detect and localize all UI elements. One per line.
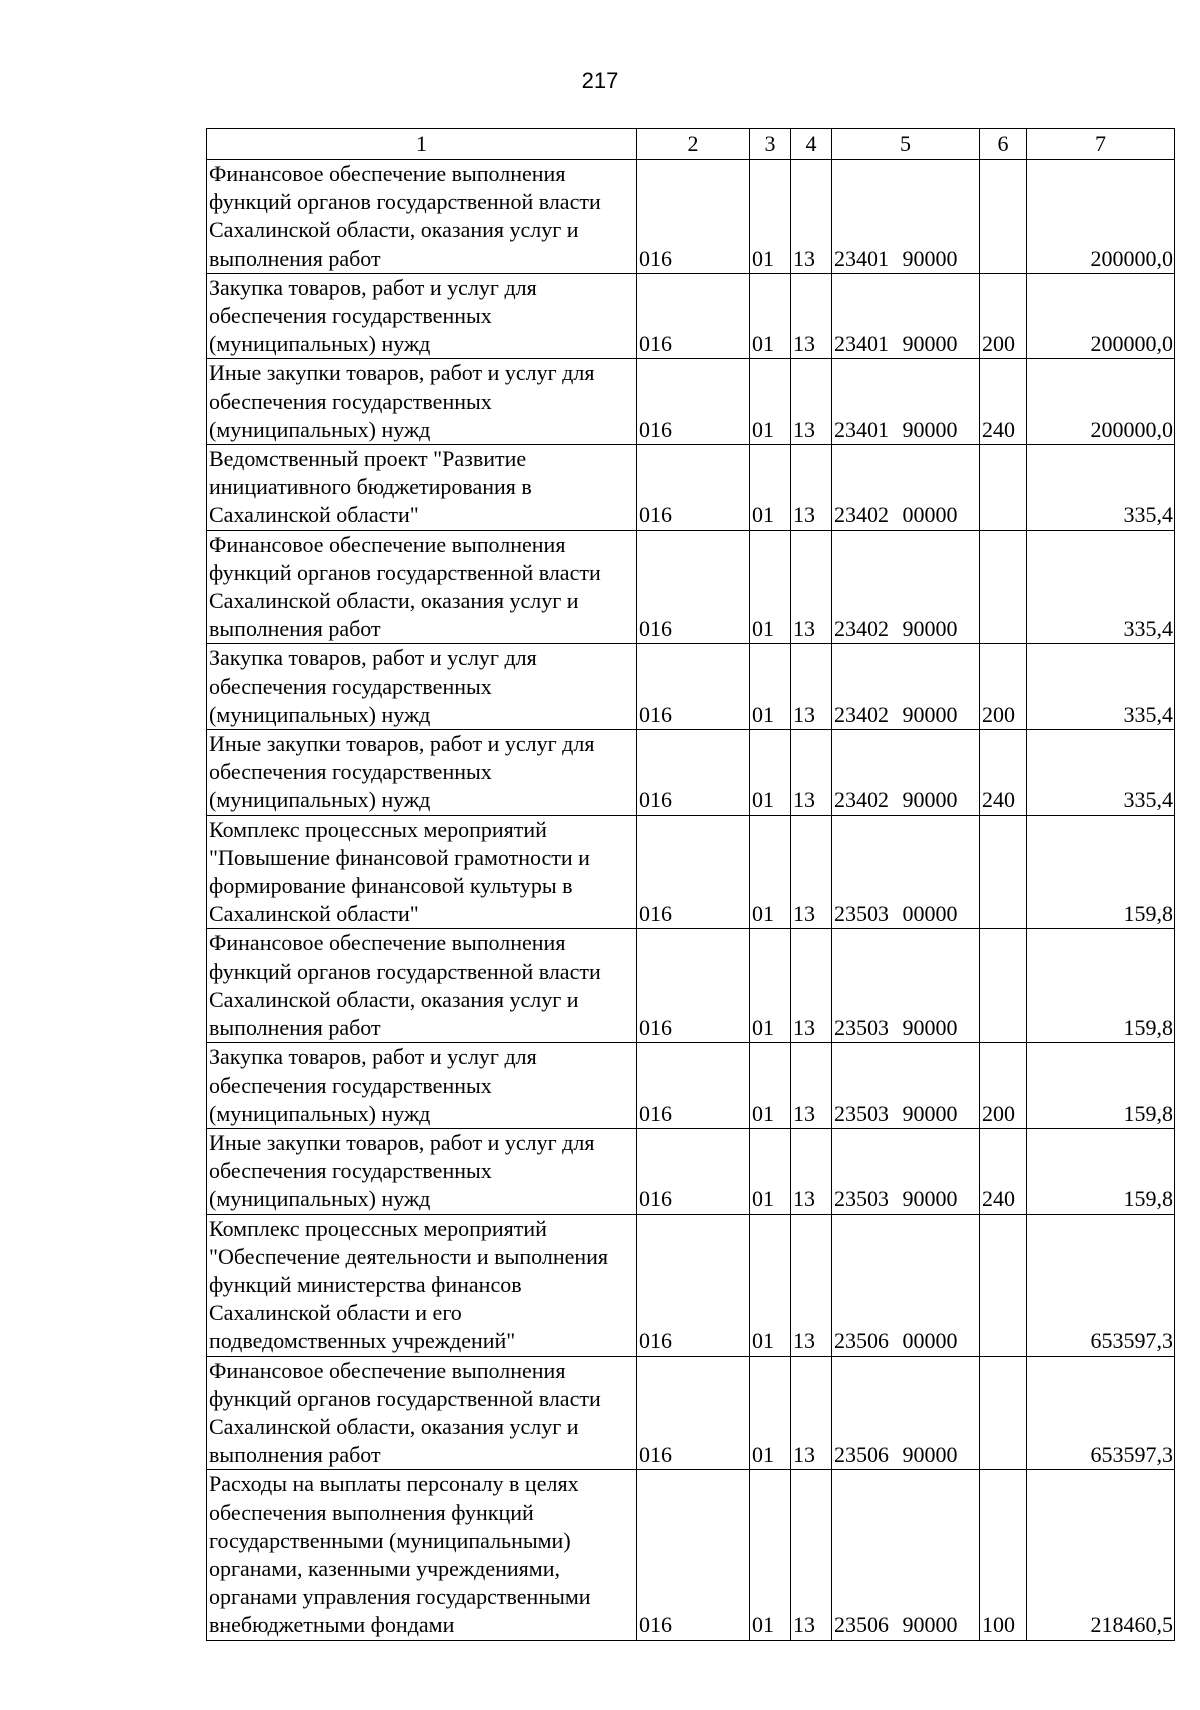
subsection-code-cell: 13 xyxy=(791,644,832,730)
section-code-cell: 01 xyxy=(750,1128,791,1214)
table-row xyxy=(207,929,1175,1043)
row-name-cell: Финансовое обеспечение выполнения функций органов государственной власти Сахалинской области, оказания услуг и выполнения работ xyxy=(207,929,637,1043)
header-col-5: 5 xyxy=(832,129,980,160)
ved-code-cell: 016 xyxy=(637,644,750,730)
amount-cell: 159,8 xyxy=(1027,929,1175,1043)
row-name-cell: Финансовое обеспечение выполнения функций органов государственной власти Сахалинской области, оказания услуг и выполнения работ xyxy=(207,160,637,274)
expense-type-cell xyxy=(980,1356,1027,1470)
section-code-cell: 01 xyxy=(750,273,791,359)
expense-type-cell: 240 xyxy=(980,1128,1027,1214)
expense-type-cell: 200 xyxy=(980,1043,1027,1129)
expense-type-cell xyxy=(980,815,1027,929)
subsection-code-cell: 13 xyxy=(791,1214,832,1356)
row-name-cell: Расходы на выплаты персоналу в целях обеспечения выполнения функций государственными (муниципальными) органами, казенными учреждениями, органами управления государственными внебюджетными фондами xyxy=(207,1470,637,1640)
amount-cell: 200000,0 xyxy=(1027,273,1175,359)
ved-code-cell: 016 xyxy=(637,1043,750,1129)
amount-cell: 159,8 xyxy=(1027,815,1175,929)
row-name-cell: Комплекс процессных мероприятий "Повышение финансовой грамотности и формирование финансовой культуры в Сахалинской области" xyxy=(207,815,637,929)
target-article-cell: 23402 90000 xyxy=(832,530,980,644)
target-article-cell: 23503 90000 xyxy=(832,1043,980,1129)
section-code-cell: 01 xyxy=(750,1356,791,1470)
expense-type-cell: 100 xyxy=(980,1470,1027,1640)
header-col-4: 4 xyxy=(791,129,832,160)
target-article-cell: 23401 90000 xyxy=(832,273,980,359)
target-article-cell: 23503 90000 xyxy=(832,1128,980,1214)
row-name-cell: Закупка товаров, работ и услуг для обеспечения государственных (муниципальных) нужд xyxy=(207,273,637,359)
section-code-cell: 01 xyxy=(750,644,791,730)
amount-cell: 200000,0 xyxy=(1027,160,1175,274)
table-row xyxy=(207,1356,1175,1470)
section-code-cell: 01 xyxy=(750,1043,791,1129)
target-article-cell: 23402 90000 xyxy=(832,644,980,730)
expense-type-cell: 200 xyxy=(980,644,1027,730)
header-col-2: 2 xyxy=(637,129,750,160)
subsection-code-cell: 13 xyxy=(791,273,832,359)
table-row xyxy=(207,530,1175,644)
target-article-cell: 23506 90000 xyxy=(832,1470,980,1640)
ved-code-cell: 016 xyxy=(637,1470,750,1640)
target-article-cell: 23402 00000 xyxy=(832,445,980,531)
ved-code-cell: 016 xyxy=(637,160,750,274)
expense-type-cell xyxy=(980,160,1027,274)
target-article-cell: 23506 90000 xyxy=(832,1356,980,1470)
expense-type-cell xyxy=(980,929,1027,1043)
target-article-cell: 23401 90000 xyxy=(832,160,980,274)
subsection-code-cell: 13 xyxy=(791,1043,832,1129)
amount-cell: 218460,5 xyxy=(1027,1470,1175,1640)
row-name-cell: Финансовое обеспечение выполнения функций органов государственной власти Сахалинской области, оказания услуг и выполнения работ xyxy=(207,1356,637,1470)
section-code-cell: 01 xyxy=(750,730,791,816)
table-row xyxy=(207,1128,1175,1214)
header-col-6: 6 xyxy=(980,129,1027,160)
table-row xyxy=(207,445,1175,531)
amount-cell: 335,4 xyxy=(1027,445,1175,531)
table-row xyxy=(207,815,1175,929)
subsection-code-cell: 13 xyxy=(791,1356,832,1470)
table-row xyxy=(207,273,1175,359)
expense-type-cell xyxy=(980,530,1027,644)
amount-cell: 653597,3 xyxy=(1027,1214,1175,1356)
section-code-cell: 01 xyxy=(750,160,791,274)
table-row xyxy=(207,160,1175,274)
subsection-code-cell: 13 xyxy=(791,929,832,1043)
table-row xyxy=(207,359,1175,445)
subsection-code-cell: 13 xyxy=(791,160,832,274)
row-name-cell: Ведомственный проект "Развитие инициативного бюджетирования в Сахалинской области" xyxy=(207,445,637,531)
expense-type-cell: 240 xyxy=(980,359,1027,445)
amount-cell: 159,8 xyxy=(1027,1043,1175,1129)
section-code-cell: 01 xyxy=(750,359,791,445)
table-row xyxy=(207,1043,1175,1129)
row-name-cell: Комплекс процессных мероприятий "Обеспечение деятельности и выполнения функций министерства финансов Сахалинской области и его подведомственных учреждений" xyxy=(207,1214,637,1356)
target-article-cell: 23506 00000 xyxy=(832,1214,980,1356)
amount-cell: 200000,0 xyxy=(1027,359,1175,445)
ved-code-cell: 016 xyxy=(637,273,750,359)
row-name-cell: Закупка товаров, работ и услуг для обеспечения государственных (муниципальных) нужд xyxy=(207,644,637,730)
target-article-cell: 23503 00000 xyxy=(832,815,980,929)
table-body xyxy=(207,160,1175,1641)
table-row xyxy=(207,1214,1175,1356)
section-code-cell: 01 xyxy=(750,1214,791,1356)
amount-cell: 653597,3 xyxy=(1027,1356,1175,1470)
ved-code-cell: 016 xyxy=(637,815,750,929)
header-col-7: 7 xyxy=(1027,129,1175,160)
amount-cell: 159,8 xyxy=(1027,1128,1175,1214)
target-article-cell: 23402 90000 xyxy=(832,730,980,816)
table-row xyxy=(207,1470,1175,1640)
expense-type-cell xyxy=(980,1214,1027,1356)
ved-code-cell: 016 xyxy=(637,1128,750,1214)
ved-code-cell: 016 xyxy=(637,929,750,1043)
amount-cell: 335,4 xyxy=(1027,530,1175,644)
header-row xyxy=(207,129,1175,160)
budget-table xyxy=(206,128,1175,1641)
ved-code-cell: 016 xyxy=(637,359,750,445)
subsection-code-cell: 13 xyxy=(791,815,832,929)
subsection-code-cell: 13 xyxy=(791,359,832,445)
ved-code-cell: 016 xyxy=(637,730,750,816)
page-number: 217 xyxy=(581,68,619,93)
subsection-code-cell: 13 xyxy=(791,730,832,816)
ved-code-cell: 016 xyxy=(637,530,750,644)
row-name-cell: Финансовое обеспечение выполнения функций органов государственной власти Сахалинской области, оказания услуг и выполнения работ xyxy=(207,530,637,644)
table-row xyxy=(207,644,1175,730)
expense-type-cell xyxy=(980,445,1027,531)
ved-code-cell: 016 xyxy=(637,1214,750,1356)
target-article-cell: 23503 90000 xyxy=(832,929,980,1043)
subsection-code-cell: 13 xyxy=(791,530,832,644)
amount-cell: 335,4 xyxy=(1027,730,1175,816)
amount-cell: 335,4 xyxy=(1027,644,1175,730)
ved-code-cell: 016 xyxy=(637,445,750,531)
row-name-cell: Закупка товаров, работ и услуг для обеспечения государственных (муниципальных) нужд xyxy=(207,1043,637,1129)
section-code-cell: 01 xyxy=(750,929,791,1043)
row-name-cell: Иные закупки товаров, работ и услуг для обеспечения государственных (муниципальных) нужд xyxy=(207,730,637,816)
subsection-code-cell: 13 xyxy=(791,445,832,531)
target-article-cell: 23401 90000 xyxy=(832,359,980,445)
expense-type-cell: 240 xyxy=(980,730,1027,816)
ved-code-cell: 016 xyxy=(637,1356,750,1470)
header-col-3: 3 xyxy=(750,129,791,160)
row-name-cell: Иные закупки товаров, работ и услуг для обеспечения государственных (муниципальных) нужд xyxy=(207,1128,637,1214)
section-code-cell: 01 xyxy=(750,530,791,644)
section-code-cell: 01 xyxy=(750,1470,791,1640)
subsection-code-cell: 13 xyxy=(791,1128,832,1214)
section-code-cell: 01 xyxy=(750,815,791,929)
header-col-1: 1 xyxy=(207,129,637,160)
row-name-cell: Иные закупки товаров, работ и услуг для обеспечения государственных (муниципальных) нужд xyxy=(207,359,637,445)
subsection-code-cell: 13 xyxy=(791,1470,832,1640)
expense-type-cell: 200 xyxy=(980,273,1027,359)
table-row xyxy=(207,730,1175,816)
section-code-cell: 01 xyxy=(750,445,791,531)
